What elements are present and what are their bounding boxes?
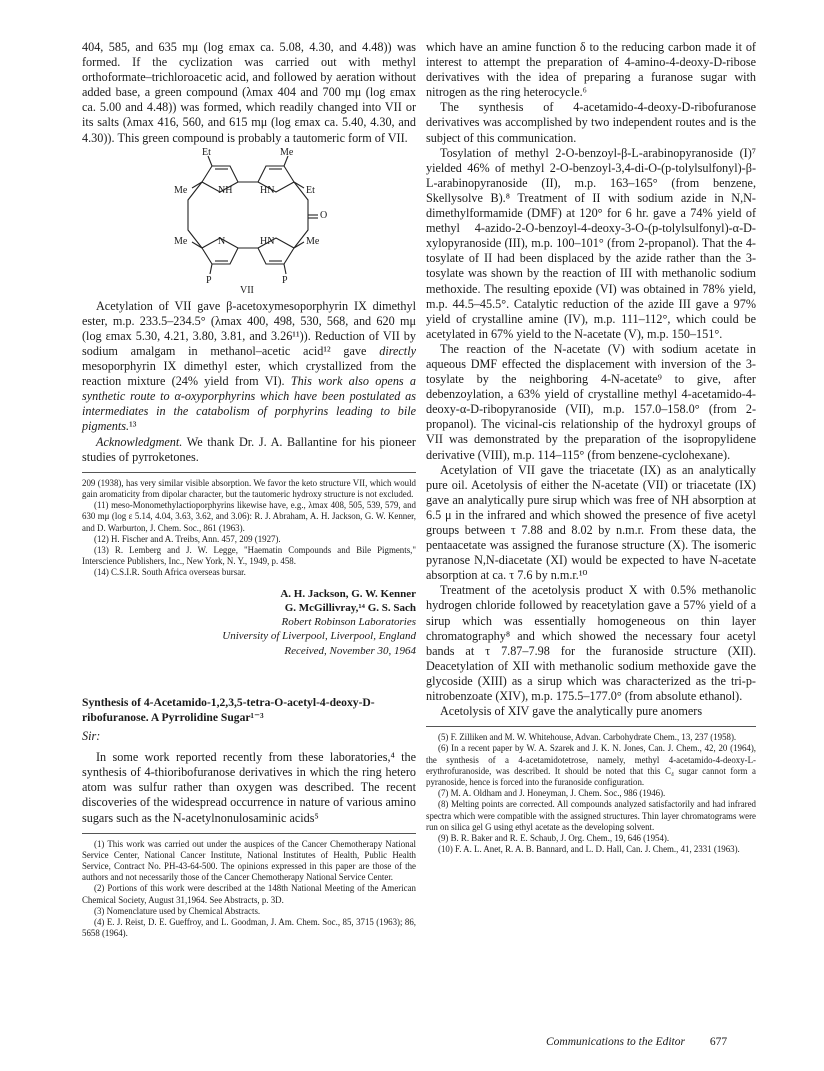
salutation: Sir:: [82, 729, 101, 744]
sub-oxo: O: [320, 209, 328, 221]
right-paragraph-7: Acetolysis of XIV gave the analytically pure anomers: [440, 704, 703, 719]
sub-n: N: [218, 235, 226, 247]
footnote: (10) F. A. L. Anet, R. A. B. Bannard, and L. D. Hall, Can. J. Chem., 41, 2331 (1963).: [438, 844, 740, 855]
left-paragraph-3: In some work reported recently from these laboratories,⁴ the synthesis of 4-thioribofuranose derivatives in which the ring hetero atom was sulfur rather than oxygen was described. The recent discoveries of the widespread occurrence in nature of various amino sugars such as the N-acetylnonulosaminic acids⁵: [82, 750, 416, 825]
footnotes-2: [82, 839, 416, 940]
footnotes-1: [82, 478, 416, 579]
right-paragraph-6: Treatment of the acetolysis product X with 0.5% methanolic hydrogen chloride followed by reacetylation gave a 57% yield of a sirup which was essentially homogeneous on thin layer chromatography⁸ and which showed the necessary four acetyl bands at τ 7.87–7.98 for the furanoside structure (XII). Deacetylation of XII with methanolic sodium methoxide gave the glycoside (XIII) as a sirup which was characterized as the tri-p-nitrobenzoate (XIV), m.p. 175.5–177.0° (from absolute ethanol).: [426, 583, 756, 704]
left-paragraph-1: 404, 585, and 635 mμ (log εmax ca. 5.08, 4.30, and 4.48)) was formed. If the cyclization was carried out with methyl orthoformate–trichloroacetic acid, and followed by aeration without added base, a green compound (λmax 404 and 700 mμ (log εmax ca. 5.00 and 4.48)) was formed, which readily changed into VII or its salts (λmax 416, 560, and 615 mμ (log εmax ca. 5.40, 4.30, and 4.30)). This green compound is probably a tautomeric form of VII.: [82, 40, 416, 145]
footnote-rule-1: [82, 472, 416, 473]
footnote-rule-2: [82, 833, 416, 834]
footnote: (6) In a recent paper by W. A. Szarek and J. K. N. Jones, Can. J. Chem., 42, 20 (1964), the synthesis of a 4-acetamidotetrose, namely, methyl 4-acetamido-4-deoxy-L-erythrofuranoside, was described. It should be noted that this C₄ sugar cannot form a pyranoside, hence is forced into the furanoside configuration.: [426, 743, 756, 788]
footnote: (4) E. J. Reist, D. E. Gueffroy, and L. Goodman, J. Am. Chem. Soc., 85, 3715 (1963); 86, 5658 (1964).: [82, 917, 416, 939]
right-paragraph-3: Tosylation of methyl 2-O-benzoyl-β-L-arabinopyranoside (I)⁷ yielded 46% of methyl 2-O-benzoyl-3,4-di-O-(p-tolylsulfonyl)-β-L-arabinopyranoside (II), m.p. 163–165° (from benzene, Skellysolve B).⁸ Treatment of II with sodium azide in N,N-dimethylformamide (DMF) at 120° for 6 hr. gave a 74% yield of methyl 4-azido-2-O-benzoyl-4-deoxy-3-O-(p-tolylsulfonyl)-α-D-xylopyranoside (III), m.p. 100–101° (from 2-propanol). That the 4-tosylate of II had been displaced by the azide rather than the 3-tosylate was shown by the reaction of III with methanolic sodium methoxide. The resulting epoxide (VI) was obtained in 78% yield, m.p. 44.5–45.5°. Catalytic reduction of the azide III gave a 97% yield of crystalline amine (IV), m.p. 111–112°, which could be acetylated in 67% yield to the N-acetate (V), m.p. 150–151°.: [426, 145, 756, 341]
footnotes-3: [426, 732, 756, 855]
page-footer: [546, 1036, 727, 1048]
sub-p-left: P: [206, 274, 212, 286]
footnote: (2) Portions of this work were described at the 148th National Meeting of the American Chemical Society, August 31,1964. See Abstracts, p. 3D.: [82, 883, 416, 905]
authors-line-2: G. McGillivray,¹⁴ G. S. Sach: [284, 601, 416, 614]
sub-me-lower-right: Me: [306, 235, 320, 247]
ack-body: We thank Dr. J. A. Ballantine for his pioneer studies of pyrroketones.: [82, 434, 416, 464]
sub-me-top: Me: [280, 146, 294, 158]
left-column: [82, 40, 416, 939]
sub-me-left: Me: [174, 184, 188, 196]
footnote: (5) F. Zilliken and M. W. Whitehouse, Advan. Carbohydrate Chem., 13, 237 (1958).: [438, 732, 737, 743]
ack-heading: Acknowledgment.: [96, 434, 183, 449]
laboratory: Robert Robinson Laboratories: [281, 616, 416, 629]
structure-label: VII: [240, 284, 254, 296]
acknowledgment: [82, 435, 416, 465]
right-column: [426, 40, 756, 855]
received-date: Received, November 30, 1964: [284, 644, 416, 657]
sub-p-right: P: [282, 274, 288, 286]
footnote: (12) H. Fischer and A. Treibs, Ann. 457, 209 (1927).: [94, 533, 281, 544]
porphyrin-structure-vii: [82, 146, 416, 296]
footnote: 209 (1938), has very similar visible absorption. We favor the keto structure VII, which would gain aromaticity from dipolar character, but the tautomeric hydroxy structure is not excluded.: [82, 477, 416, 499]
footnote: (8) Melting points are corrected. All compounds analyzed satisfactorily and had infrared spectra which were compatible with the assigned structures. Thin layer chromatograms were run on silica gel G using ethyl acetate as the developing solvent.: [426, 799, 756, 832]
sub-me-lower-left: Me: [174, 235, 188, 247]
right-paragraph-4: The reaction of the N-acetate (V) with sodium acetate in aqueous DMF effected the displacement with inversion of the 3-tosylate by the neighboring 4-N-acetate⁹ to give, after debenzoylation, a 63% yield of crystalline methyl 4-acetamido-4-deoxy-α-D-ribopyranoside (VII), m.p. 157.0–158.0° (from 2-propanol). The vicinal-cis relationship of the hydroxyl groups of VII was demonstrated by the preparation of the isopropylidene derivative (VIII), m.p. 114–115° (from benzene-cyclohexane).: [426, 341, 756, 462]
footnote: (1) This work was carried out under the auspices of the Cancer Chemotherapy National Service Center, National Cancer Institute, National Institutes of Health, Public Health Service, Contract No. PH-43-64-500. The opinions expressed in this paper are those of the authors and not necessarily those of the Cancer Chemotherapy National Service Center.: [82, 838, 416, 883]
sub-hn-lower: HN: [260, 235, 275, 247]
author-block: [82, 587, 416, 658]
p2-text-b: directly: [379, 343, 416, 358]
sub-nh: NH: [218, 184, 233, 196]
right-paragraph-2: The synthesis of 4-acetamido-4-deoxy-D-ribofuranose derivatives was accomplished by two independent routes and is the subject of this communication.: [426, 100, 756, 145]
university: University of Liverpool, Liverpool, England: [222, 630, 416, 643]
structure-drawing: [82, 148, 416, 293]
article-title: Synthesis of 4-Acetamido-1,2,3,5-tetra-O-acetyl-4-deoxy-D-ribofuranose. A Pyrrolidine Sugar¹⁻³: [82, 696, 375, 724]
footnote: (3) Nomenclature used by Chemical Abstracts.: [94, 905, 261, 916]
footnote-rule-3: [426, 726, 756, 727]
left-paragraph-2: [82, 299, 416, 435]
footnote: (7) M. A. Oldham and J. Honeyman, J. Chem. Soc., 986 (1946).: [438, 788, 666, 799]
p2-text-c: mesoporphyrin IX dimethyl ester, which crystallized from the reaction mixture (24% yield from VI).: [82, 359, 416, 389]
journal-section: Communications to the Editor: [546, 1036, 685, 1048]
p2-text-e: ¹³: [129, 419, 137, 434]
sub-et-right: Et: [306, 184, 315, 196]
sub-et-top: Et: [202, 146, 211, 158]
sub-hn: HN: [260, 184, 275, 196]
p2-text-d: This work also opens a synthetic route to α-oxyporphyrins which have been postulated as intermediates in the catabolism of porphyrins leading to bile pigments.: [82, 374, 416, 434]
right-paragraph-5: Acetylation of VII gave the triacetate (IX) as an analytically pure oil. Acetolysis of either the N-acetate (VII) or triacetate (IX) gave an analytically pure sirup which was free of NH absorption at 6.5 μ in the infrared and which showed the presence of five acetyl groups between τ 7.88 and 8.02 by n.m.r. From these data, the pentaacetate was assigned the furanose structure (X). The isomeric pyranose N,N-diacetate (XI) would be expected to have N-acetate absorption at ca. τ 7.6 by n.m.r.¹⁰: [426, 462, 756, 583]
footnote: (9) B. R. Baker and R. E. Schaub, J. Org. Chem., 19, 646 (1954).: [438, 833, 670, 844]
page-number: 677: [709, 1036, 728, 1048]
p2-text-a: Acetylation of VII gave β-acetoxymesoporphyrin IX dimethyl ester, m.p. 233.5–234.5° (λmax 400, 498, 530, 568, and 620 mμ (log εmax 5.30, 4.21, 3.80, 3.81, and 3.26¹¹)). Reduction of VII by sodium amalgam in methanol–acetic acid¹² gave: [82, 298, 416, 358]
footnote: (11) meso-Monomethylactioporphyrins likewise have, e.g., λmax 408, 505, 539, 579, and 630 mμ (log ε 5.14, 4.04, 3.63, 3.62, and 3.06): R. J. Abraham, A. H. Jackson, G. W. Kenner, and D. Warburton, J. Chem. Soc., 861 (1963).: [82, 500, 416, 533]
authors-line-1: A. H. Jackson, G. W. Kenner: [280, 587, 416, 600]
right-paragraph-1: which have an amine function δ to the reducing carbon made it of interest to attempt the preparation of 4-amino-4-deoxy-D-ribose derivatives with the idea of preparing a furanose sugar with nitrogen as the ring heterocycle.⁶: [426, 40, 756, 100]
footnote: (14) C.S.I.R. South Africa overseas bursar.: [94, 567, 246, 578]
footnote: (13) R. Lemberg and J. W. Legge, "Haematin Compounds and Bile Pigments," Interscience Publishers, Inc., New York, N. Y., 1949, p. 458.: [82, 544, 416, 567]
